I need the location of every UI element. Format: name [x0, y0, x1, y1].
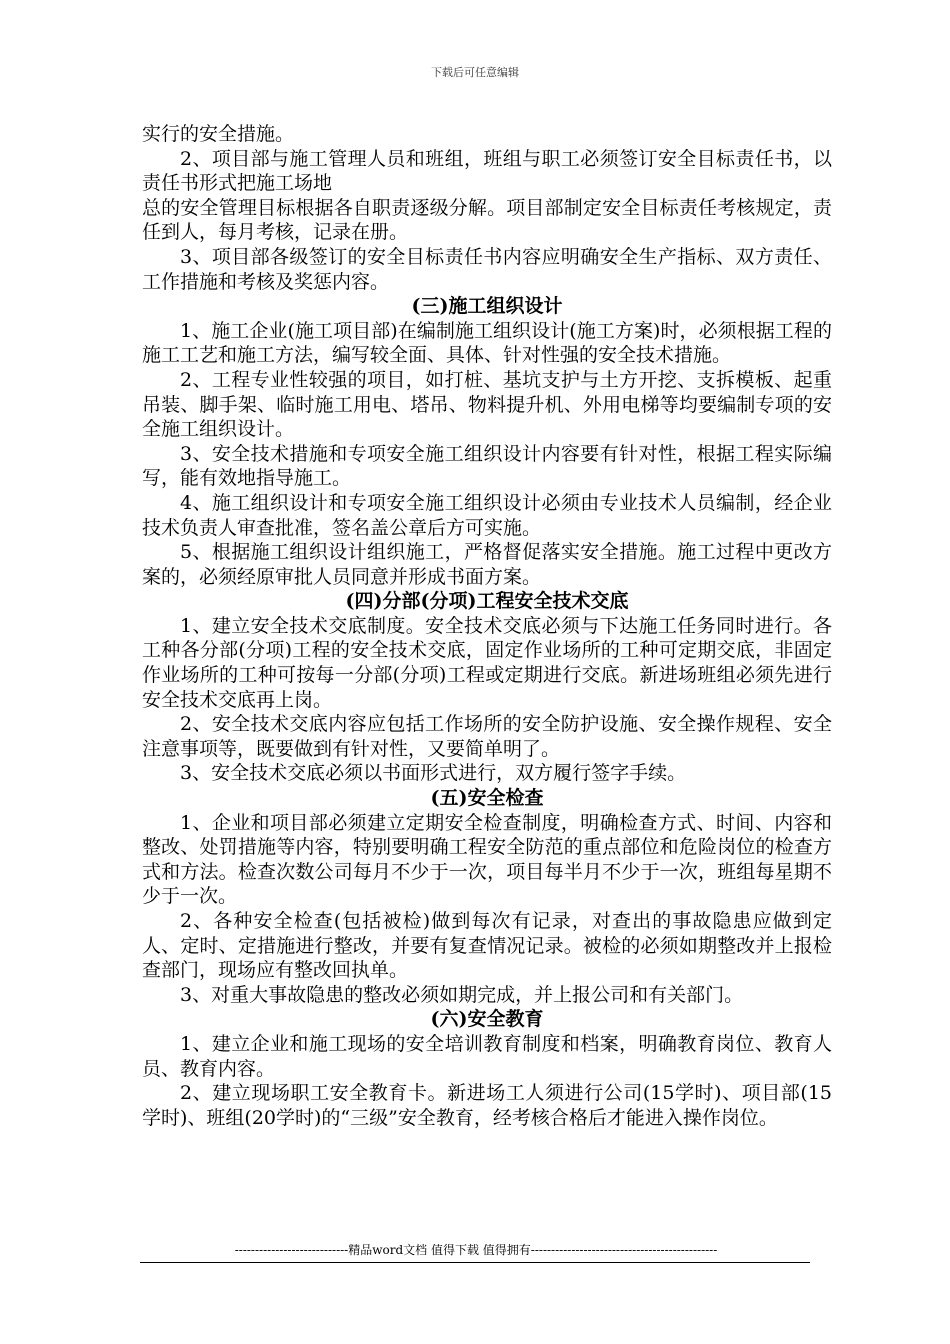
body-paragraph: 4、施工组织设计和专项安全施工组织设计必须由专业技术人员编制，经企业技术负责人审查批准，签名盖公章后方可实施。 — [142, 491, 832, 539]
body-paragraph: 3、安全技术交底必须以书面形式进行，双方履行签字手续。 — [180, 762, 687, 785]
body-paragraph: 3、项目部各级签订的安全目标责任书内容应明确安全生产指标、双方责任、工作措施和考核及奖惩内容。 — [142, 245, 832, 293]
body-paragraph: 1、建立企业和施工现场的安全培训教育制度和档案，明确教育岗位、教育人员、教育内容。 — [142, 1032, 832, 1080]
body-paragraph: 3、安全技术措施和专项安全施工组织设计内容要有针对性，根据工程实际编写，能有效地指导施工。 — [142, 442, 832, 490]
body-paragraph: 1、施工企业(施工项目部)在编制施工组织设计(施工方案)时，必须根据工程的施工工艺和施工方法，编写较全面、具体、针对性强的安全技术措施。 — [142, 319, 832, 367]
page-header: 下载后可任意编辑 — [431, 66, 519, 79]
body-paragraph: 1、企业和项目部必须建立定期安全检查制度，明确检查方式、时间、内容和整改、处罚措施等内容，特别要明确工程安全防范的重点部位和危险岗位的检查方式和方法。检查次数公司每月不少于一次，项目每半月不少于一次，班组每星期不少于一次。 — [142, 811, 832, 908]
page-footer: ----------------------------精品word文档 值得下载 值得拥有---------------------------------------------- — [234, 1243, 718, 1257]
section-heading: (四)分部(分项)工程安全技术交底 — [345, 590, 629, 613]
document-body — [142, 122, 832, 1130]
footer-divider — [140, 1262, 810, 1263]
body-paragraph: 2、各种安全检查(包括被检)做到每次有记录，对查出的事故隐患应做到定人、定时、定措施进行整改，并要有复查情况记录。被检的必须如期整改并上报检查部门，现场应有整改回执单。 — [142, 910, 832, 982]
body-paragraph: 总的安全管理目标根据各自职责逐级分解。项目部制定安全目标责任考核规定，责任到人，每月考核，记录在册。 — [142, 196, 832, 244]
body-paragraph: 5、根据施工组织设计组织施工，严格督促落实安全措施。施工过程中更改方案的，必须经原审批人员同意并形成书面方案。 — [142, 541, 832, 588]
body-paragraph: 3、对重大事故隐患的整改必须如期完成，并上报公司和有关部门。 — [180, 983, 744, 1006]
body-paragraph: 2、建立现场职工安全教育卡。新进场工人须进行公司(15学时)、项目部(15学时)、班组(20学时)的“三级”安全教育，经考核合格后才能进入操作岗位。 — [142, 1082, 832, 1129]
body-paragraph: 2、安全技术交底内容应包括工作场所的安全防护设施、安全操作规程、安全注意事项等，既要做到有针对性，又要简单明了。 — [142, 713, 832, 760]
body-paragraph: 1、建立安全技术交底制度。安全技术交底必须与下达施工任务同时进行。各工种各分部(分项)工程的安全技术交底，固定作业场所的工种可定期交底，非固定作业场所的工种可按每一分部(分项)工程或定期进行交底。新进场班组必须先进行安全技术交底再上岗。 — [142, 614, 832, 711]
section-heading: (五)安全检查 — [430, 787, 544, 810]
body-paragraph: 2、项目部与施工管理人员和班组，班组与职工必须签订安全目标责任书，以责任书形式把施工场地 — [142, 147, 832, 195]
section-heading: (三)施工组织设计 — [411, 295, 563, 318]
section-heading: (六)安全教育 — [430, 1008, 544, 1031]
body-paragraph: 2、工程专业性较强的项目，如打桩、基坑支护与土方开挖、支拆模板、起重吊装、脚手架、临时施工用电、塔吊、物料提升机、外用电梯等均要编制专项的安全施工组织设计。 — [142, 368, 832, 441]
body-paragraph: 实行的安全措施。 — [142, 123, 295, 145]
